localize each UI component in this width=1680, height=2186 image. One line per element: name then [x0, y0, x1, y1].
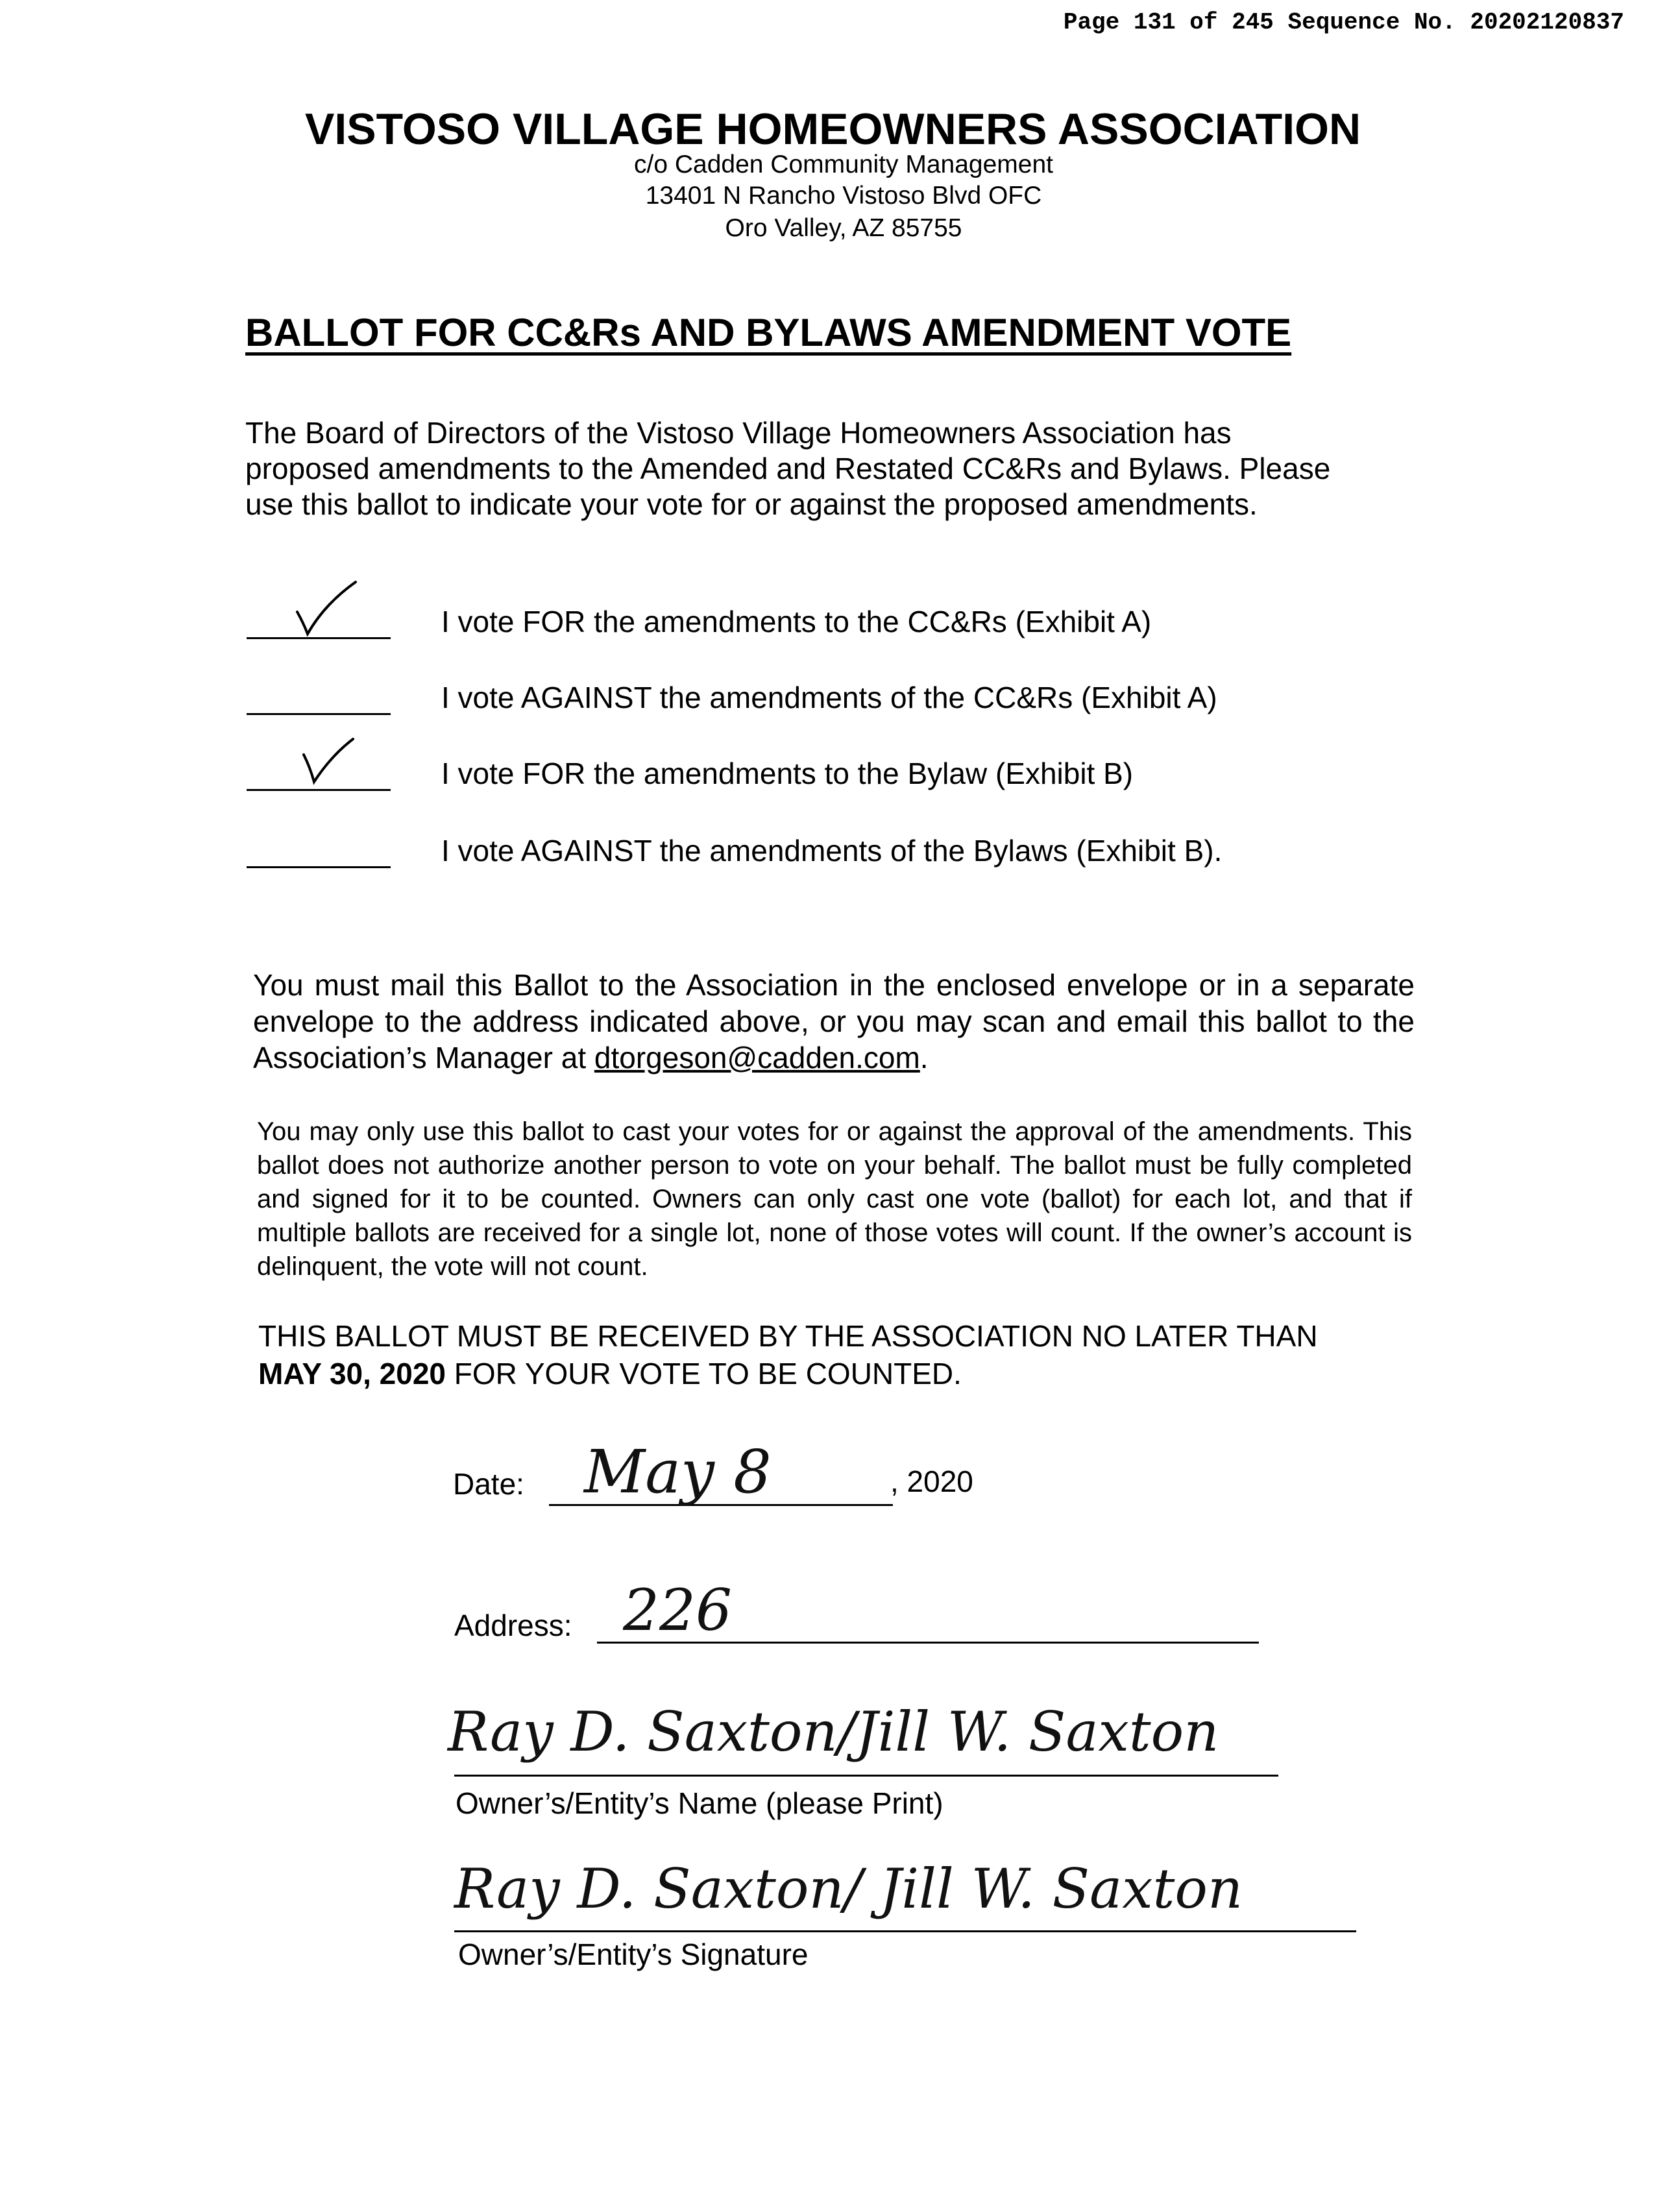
owner-signature-handwritten[interactable]: Ray D. Saxton/ Jill W. Saxton	[454, 1857, 1243, 1921]
checkmark-icon	[273, 730, 363, 788]
vote-option-bylaws-against[interactable]	[247, 823, 1479, 868]
mail-instructions-paragraph	[253, 967, 1415, 1076]
deadline-date: MAY 30, 2020	[258, 1357, 446, 1391]
vote-option-label: I vote AGAINST the amendments of the Bylaws (Exhibit B).	[441, 834, 1223, 868]
mail-instructions-text: You must mail this Ballot to the Association in the enclosed envelope or in a separate envelope to the address indicated above, or you may scan and email this ballot to the Association’s Manager at	[253, 968, 1415, 1075]
vote-option-ccrs-against[interactable]	[247, 670, 1479, 715]
usage-notice-paragraph: You may only use this ballot to cast your votes for or against the approval of the amendments. This ballot does not authorize another person to vote on your behalf. The ballot must be fully completed and signed for it to be counted. Owners can only cast one vote (ballot) for each lot, and that if multiple ballots are received for a single lot, none of those votes will count. If the owner’s account is delinquent, the vote will not count.	[257, 1117, 1412, 1281]
intro-paragraph: The Board of Directors of the Vistoso Village Homeowners Association has proposed amendments to the Amended and Restated CC&Rs and Bylaws. Please use this ballot to indicate your vote for or against the proposed amendments.	[245, 416, 1331, 521]
ballot-title: BALLOT FOR CC&Rs AND BYLAWS AMENDMENT VOTE	[245, 311, 1292, 354]
address-line-street: 13401 N Rancho Vistoso Blvd OFC	[645, 182, 1042, 210]
vote-option-label: I vote FOR the amendments to the Bylaw (Exhibit B)	[441, 757, 1134, 790]
address-line-care-of: c/o Cadden Community Management	[634, 151, 1053, 178]
manager-email-link[interactable]: dtorgeson@cadden.com	[594, 1041, 920, 1075]
owner-name-label: Owner’s/Entity’s Name (please Print)	[456, 1786, 943, 1820]
mail-instructions-suffix: .	[919, 1041, 929, 1075]
vote-option-ccrs-for[interactable]	[247, 594, 1479, 639]
vote-blank-line[interactable]	[247, 789, 391, 791]
date-label: Date:	[453, 1467, 524, 1501]
deadline-paragraph	[258, 1317, 1420, 1392]
deadline-text: THIS BALLOT MUST BE RECEIVED BY THE ASSOCIATION NO LATER THAN	[258, 1319, 1318, 1353]
page-sequence-header: Page 131 of 245 Sequence No. 20202120837	[1063, 9, 1624, 36]
deadline-text-after: FOR YOUR VOTE TO BE COUNTED.	[446, 1357, 962, 1391]
checkmark-icon	[273, 578, 363, 637]
address-line-city: Oro Valley, AZ 85755	[725, 214, 962, 242]
organization-name: VISTOSO VILLAGE HOMEOWNERS ASSOCIATION	[305, 104, 1361, 154]
vote-blank-line[interactable]	[247, 866, 391, 868]
vote-blank-line[interactable]	[247, 713, 391, 715]
owner-name-handwritten[interactable]: Ray D. Saxton/Jill W. Saxton	[448, 1700, 1219, 1764]
address-label: Address:	[454, 1609, 572, 1642]
owner-name-line[interactable]	[454, 1775, 1278, 1777]
date-handwritten[interactable]: May 8	[584, 1437, 772, 1507]
vote-option-label: I vote AGAINST the amendments of the CC&Rs (Exhibit A)	[441, 681, 1217, 714]
date-year: , 2020	[890, 1464, 973, 1498]
signature-line[interactable]	[454, 1930, 1356, 1932]
signature-label: Owner’s/Entity’s Signature	[458, 1937, 809, 1971]
address-handwritten[interactable]: 226	[623, 1577, 732, 1644]
vote-blank-line[interactable]	[247, 637, 391, 639]
vote-option-bylaws-for[interactable]	[247, 746, 1479, 791]
vote-option-label: I vote FOR the amendments to the CC&Rs (Exhibit A)	[441, 605, 1152, 638]
